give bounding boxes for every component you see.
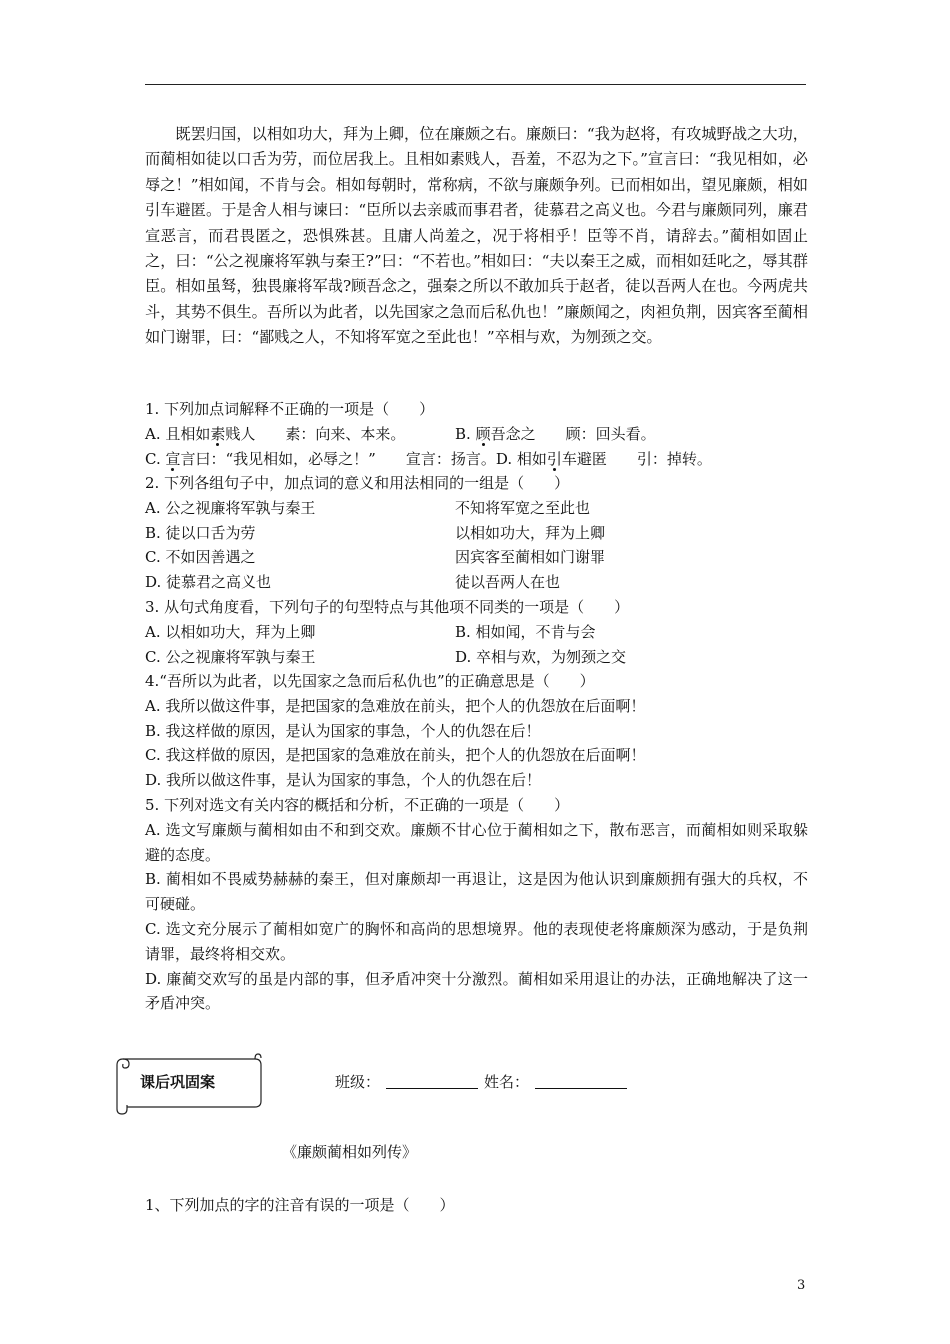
question-4-stem: 4.“吾所以为此者，以先国家之急而后私仇也”的正确意思是（ ） (145, 672, 595, 690)
question-5-stem: 5. 下列对选文有关内容的概括和分析，不正确的一项是（ ） (145, 796, 570, 814)
question-4-option-d: D. 我所以做这件事，是认为国家的事急，个人的仇怨在后！ (145, 771, 542, 790)
class-label: 班级： (335, 1073, 381, 1091)
question-5-option-c: C. 选文充分展示了蔺相如宽广的胸怀和高尚的思想境界。他的表现使老将廉颇深为感动，于是负荆请罪，最终将相交欢。 (145, 919, 808, 963)
name-blank[interactable] (535, 1073, 627, 1089)
page-number: 3 (797, 1278, 806, 1293)
question-4-option-c: C. 我这样做的原因，是把国家的急难放在前头，把个人的仇怨放在后面啊！ (145, 746, 646, 765)
question-1-options-cd (145, 447, 808, 472)
homework-question-1: 1、下列加点的字的注音有误的一项是（ ） (145, 1196, 455, 1214)
question-3-stem: 3. 从句式角度看，下列句子的句型特点与其他项不同类的一项是（ ） (145, 598, 630, 616)
question-4 (145, 669, 808, 793)
class-blank[interactable] (386, 1073, 478, 1089)
question-1-options-ab (145, 422, 808, 447)
dotted-char: 顾 (475, 424, 491, 443)
dotted-char: 引 (546, 449, 562, 468)
question-5-option-d: D. 廉蔺交欢写的虽是内部的事，但矛盾冲突十分激烈。蔺相如采用退让的办法，正确地解决了这一矛盾冲突。 (145, 969, 808, 1013)
question-1-option-d: D. 相如引车避匿 引：掉转。 (495, 449, 712, 468)
question-5-option-b: B. 蔺相如不畏威势赫赫的秦王，但对廉颇却一再退让，这是因为他认识到廉颇拥有强大的兵权，不可硬碰。 (145, 870, 808, 914)
question-4-option-b: B. 我这样做的原因，是认为国家的事急，个人的仇怨在后！ (145, 721, 541, 740)
question-3-options-ab: A. 以相如功大，拜为上卿 B. 相如闻，不肯与会 (145, 622, 596, 641)
question-3 (145, 595, 808, 669)
reading-passage (145, 122, 808, 351)
dotted-char: 宣 (165, 449, 181, 468)
question-5 (145, 793, 808, 1016)
passage-text: 既罢归国，以相如功大，拜为上卿，位在廉颇之右。廉颇曰：“我为赵将，有攻城野战之大功，而蔺相如徒以口舌为劳，而位居我上。且相如素贱人，吾羞，不忍为之下。”宣言曰：“我见相如，必辱之！”相如闻，不肯与会。相如每朝时，常称病，不欲与廉颇争列。已而相如出，望见廉颇，相如引车避匿。于是舍人相与谏曰：“臣所以去亲戚而事君者，徒慕君之高义也。今君与廉颇同列，廉君宣恶言，而君畏匿之，恐惧殊甚。且庸人尚羞之，况于将相乎！臣等不肖，请辞去。”蔺相如固止之，曰：“公之视廉将军孰与秦王?”曰：“不若也。”相如曰：“夫以秦王之威，而相如廷叱之，辱其群臣。相如虽驽，独畏廉将军哉?顾吾念之，强秦之所以不敢加兵于赵者，徒以吾两人在也。今两虎共斗，其势不俱生。吾所以为此者，以先国家之急而后私仇也！”廉颇闻之，肉袒负荆，因宾客至蔺相如门谢罪，曰：“鄙贱之人，不知将军宽之至此也！”卒相与欢，为刎颈之交。 (145, 125, 808, 347)
question-2-option-c: C. 不如因善遇之 因宾客至蔺相如门谢罪 (145, 548, 606, 567)
question-4-option-a: A. 我所以做这件事，是把国家的急难放在前头，把个人的仇怨放在后面啊！ (145, 696, 646, 715)
question-1-option-b: B. 顾吾念之 顾：回头看。 (455, 424, 656, 443)
question-3-options-cd: C. 公之视廉将军孰与秦王 D. 卒相与欢，为刎颈之交 (145, 647, 627, 666)
question-2 (145, 471, 808, 595)
question-1-option-c: C. 宣言曰：“我见相如，必辱之！” 宣言：扬言。 (145, 449, 496, 468)
section-title: 课后巩固案 (140, 1073, 216, 1091)
question-2-stem: 2. 下列各组句子中，加点词的意义和用法相同的一组是（ ） (145, 474, 570, 492)
question-1-option-a: A. 且相如素贱人 素：向来、本来。 (145, 424, 406, 443)
dotted-char: 素 (210, 424, 226, 443)
question-2-option-d: D. 徒慕君之高义也 徒以吾两人在也 (145, 573, 561, 592)
question-1 (145, 397, 808, 471)
section-subtitle: 《廉颇蔺相如列传》 (282, 1143, 418, 1161)
question-1-stem: 1. 下列加点词解释不正确的一项是（ ） (145, 400, 435, 418)
name-label: 姓名： (484, 1073, 530, 1091)
question-2-option-a: A. 公之视廉将军孰与秦王 不知将军宽之至此也 (145, 498, 591, 517)
class-name-fields (335, 1071, 633, 1092)
question-5-option-a: A. 选文写廉颇与蔺相如由不和到交欢。廉颇不甘心位于蔺相如之下，散布恶言，而蔺相如则采取躲避的态度。 (145, 820, 808, 864)
header-rule (145, 84, 806, 85)
question-2-option-b: B. 徒以口舌为劳 以相如功大，拜为上卿 (145, 523, 606, 542)
